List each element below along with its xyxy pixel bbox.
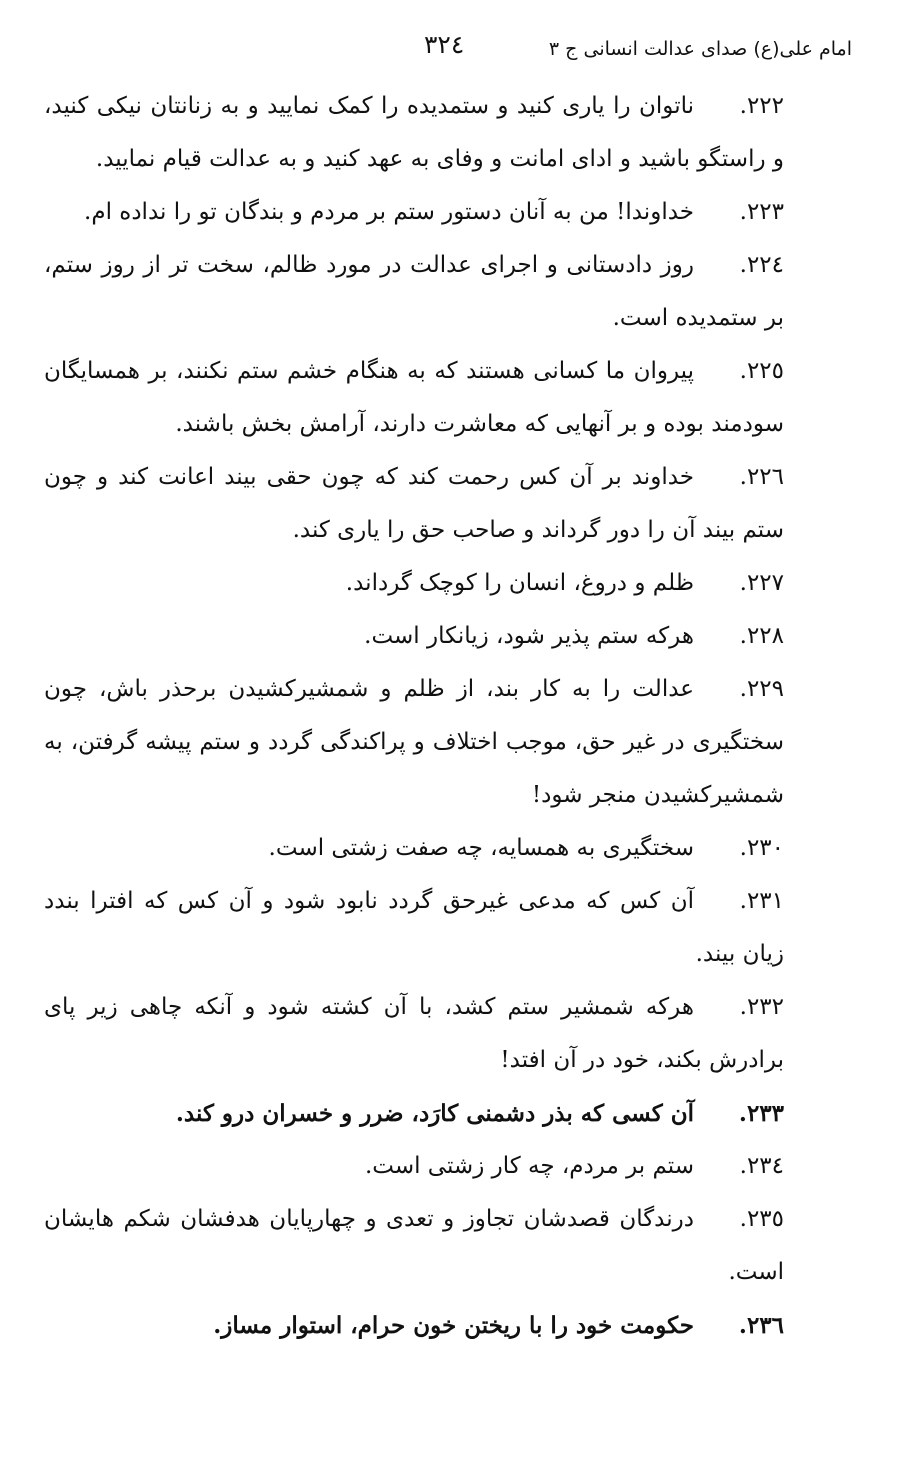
paragraph-text: خداوندا! من به آنان دستور ستم بر مردم و بندگان تو را نداده ام. [84,199,694,225]
paragraph-235 [44,1193,784,1299]
paragraph-233 [44,1087,784,1140]
paragraph-text: ناتوان را یاری کنید و ستمدیده را کمک نمایید و به زنانتان نیکی کنید، و راستگو باشید و ادای امانت و وفای به عهد کنید و به عدالت قیام نمایید. [44,93,784,172]
paragraph-232 [44,981,784,1087]
paragraph-text: روز دادستانی و اجرای عدالت در مورد ظالم، سخت تر از روز ستم، بر ستمدیده است. [44,252,784,331]
paragraph-number: ٢٢٨. [739,623,784,649]
paragraph-text: آن کس که مدعی غیرحق گردد نابود شود و آن کس که افترا بندد زیان بیند. [44,888,784,967]
paragraph-number: ٢٣٠. [739,835,784,861]
paragraph-text: درندگان قصدشان تجاوز و تعدی و چهارپایان هدفشان شکم هایشان است. [44,1206,784,1285]
paragraph-number: ٢٢٥. [739,358,784,384]
paragraph-number: ٢٢٤. [739,252,784,278]
paragraph-234 [44,1140,784,1193]
paragraph-text: پیروان ما کسانی هستند که به هنگام خشم ستم نکنند، بر همسایگان سودمند بوده و بر آنهایی که معاشرت دارند، آرامش بخش باشند. [44,358,784,437]
paragraph-number: ٢٣٦. [738,1312,784,1339]
paragraph-text: خداوند بر آن کس رحمت کند که چون حقی بیند اعانت کند و چون ستم بیند آن را دور گرداند و صاحب حق را یاری کند. [44,464,784,543]
paragraph-225 [44,345,784,451]
paragraph-number: ٢٢٩. [739,676,784,702]
paragraph-228 [44,610,784,663]
paragraph-222 [44,80,784,186]
paragraph-text: عدالت را به کار بند، از ظلم و شمشیرکشیدن برحذر باش، چون سختگیری در غیر حق، موجب اختلاف و پراکندگی گردد و ستم پیشه گرفتن، به شمشیرکشیدن منجر شود! [44,676,784,808]
paragraph-230 [44,822,784,875]
paragraph-227 [44,557,784,610]
paragraph-number: ٢٣٢. [739,994,784,1020]
paragraph-text: آن کسی که بذر دشمنی کارَد، ضرر و خسران درو کند. [175,1100,694,1127]
paragraph-text: سختگیری به همسایه، چه صفت زشتی است. [268,835,694,861]
paragraph-text: ظلم و دروغ، انسان را کوچک گرداند. [345,570,694,596]
paragraph-224 [44,239,784,345]
paragraph-226 [44,451,784,557]
body-text [44,80,784,1352]
paragraph-number: ٢٣١. [739,888,784,914]
page-header [0,30,900,70]
paragraph-223 [44,186,784,239]
paragraph-text: حکومت خود را با ریختن خون حرام، استوار مساز. [213,1312,694,1339]
paragraph-236 [44,1299,784,1352]
paragraph-number: ٢٢٢. [739,93,784,119]
paragraph-229 [44,663,784,822]
page-number: ۳۲٤ [424,30,465,59]
running-title: امام علی(ع) صدای عدالت انسانی ج ۳ [548,38,852,60]
paragraph-number: ٢٢٦. [739,464,784,490]
paragraph-number: ٢٣٥. [739,1206,784,1232]
paragraph-text: هرکه ستم پذیر شود، زیانکار است. [364,623,694,649]
paragraph-number: ٢٢٣. [739,199,784,225]
paragraph-number: ٢٣٣. [738,1100,784,1127]
paragraph-231 [44,875,784,981]
paragraph-text: ستم بر مردم، چه کار زشتی است. [364,1153,694,1179]
paragraph-number: ٢٣٤. [739,1153,784,1179]
paragraph-text: هرکه شمشیر ستم کشد، با آن کشته شود و آنکه چاهی زیر پای برادرش بکند، خود در آن افتد! [44,994,784,1073]
paragraph-number: ٢٢٧. [739,570,784,596]
